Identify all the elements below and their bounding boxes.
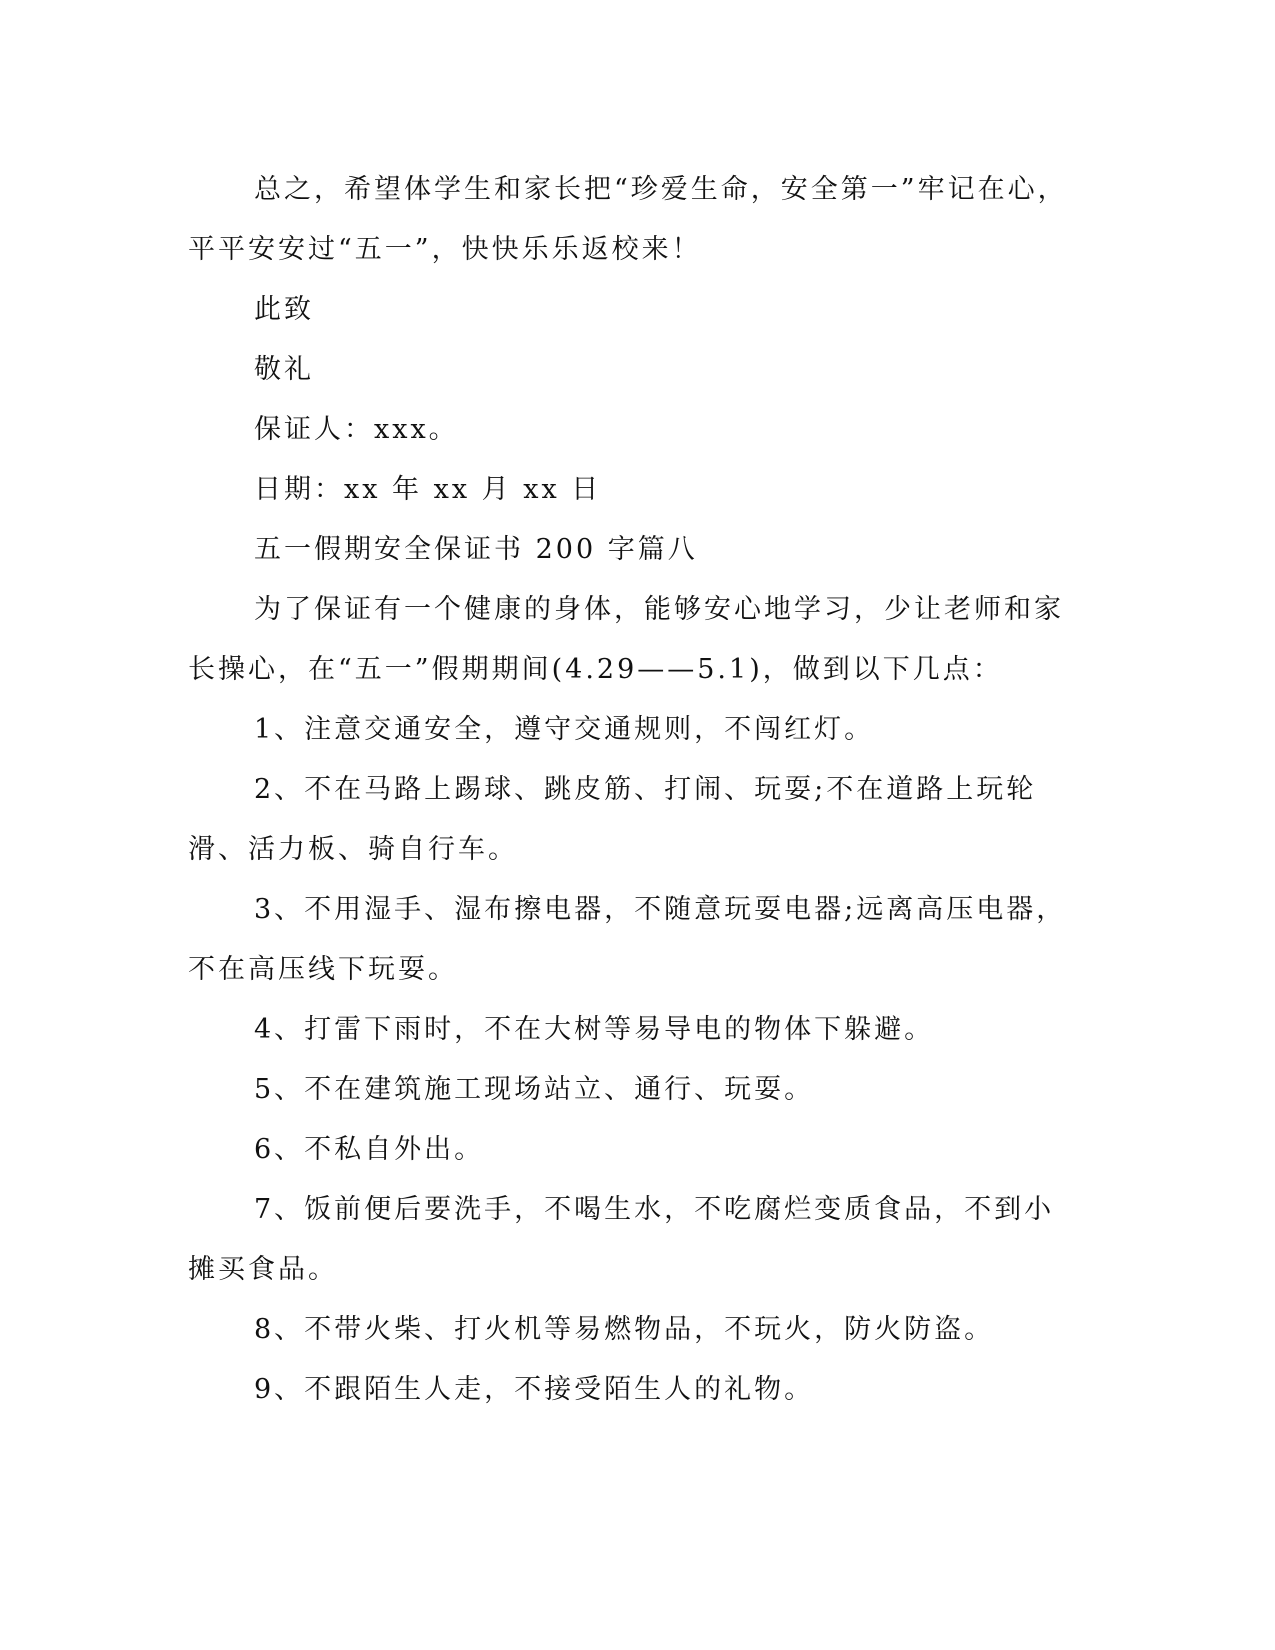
regards-line: 敬礼	[254, 354, 314, 385]
list-item-2: 2、不在马路上踢球、跳皮筋、打闹、玩耍;不在道路上玩轮滑、活力板、骑自行车。	[188, 774, 1037, 865]
list-item-7: 7、饭前便后要洗手，不喝生水，不吃腐烂变质食品，不到小摊买食品。	[188, 1194, 1055, 1285]
closing-paragraph: 总之，希望体学生和家长把“珍爱生命，安全第一”牢记在心，平平安安过“五一”，快快乐乐返校来！	[188, 174, 1068, 265]
date-line: 日期：xx 年 xx 月 xx 日	[254, 474, 602, 505]
list-item-9: 9、不跟陌生人走，不接受陌生人的礼物。	[254, 1374, 815, 1405]
intro-paragraph: 为了保证有一个健康的身体，能够安心地学习，少让老师和家长操心，在“五一”假期期间(4.29——5.1)，做到以下几点：	[188, 594, 1064, 685]
list-item-6: 6、不私自外出。	[254, 1134, 485, 1165]
section-heading: 五一假期安全保证书 200 字篇八	[254, 534, 698, 565]
list-item-4: 4、打雷下雨时，不在大树等易导电的物体下躲避。	[254, 1014, 935, 1045]
list-item-5: 5、不在建筑施工现场站立、通行、玩耍。	[254, 1074, 815, 1105]
list-item-8: 8、不带火柴、打火机等易燃物品，不玩火，防火防盗。	[254, 1314, 995, 1345]
list-item-1: 1、注意交通安全，遵守交通规则，不闯红灯。	[254, 714, 875, 745]
document-body	[188, 160, 1068, 1420]
salutation-line: 此致	[254, 294, 314, 325]
list-item-3: 3、不用湿手、湿布擦电器，不随意玩耍电器;远离高压电器，不在高压线下玩耍。	[188, 894, 1067, 985]
guarantor-line: 保证人：xxx。	[254, 414, 459, 445]
